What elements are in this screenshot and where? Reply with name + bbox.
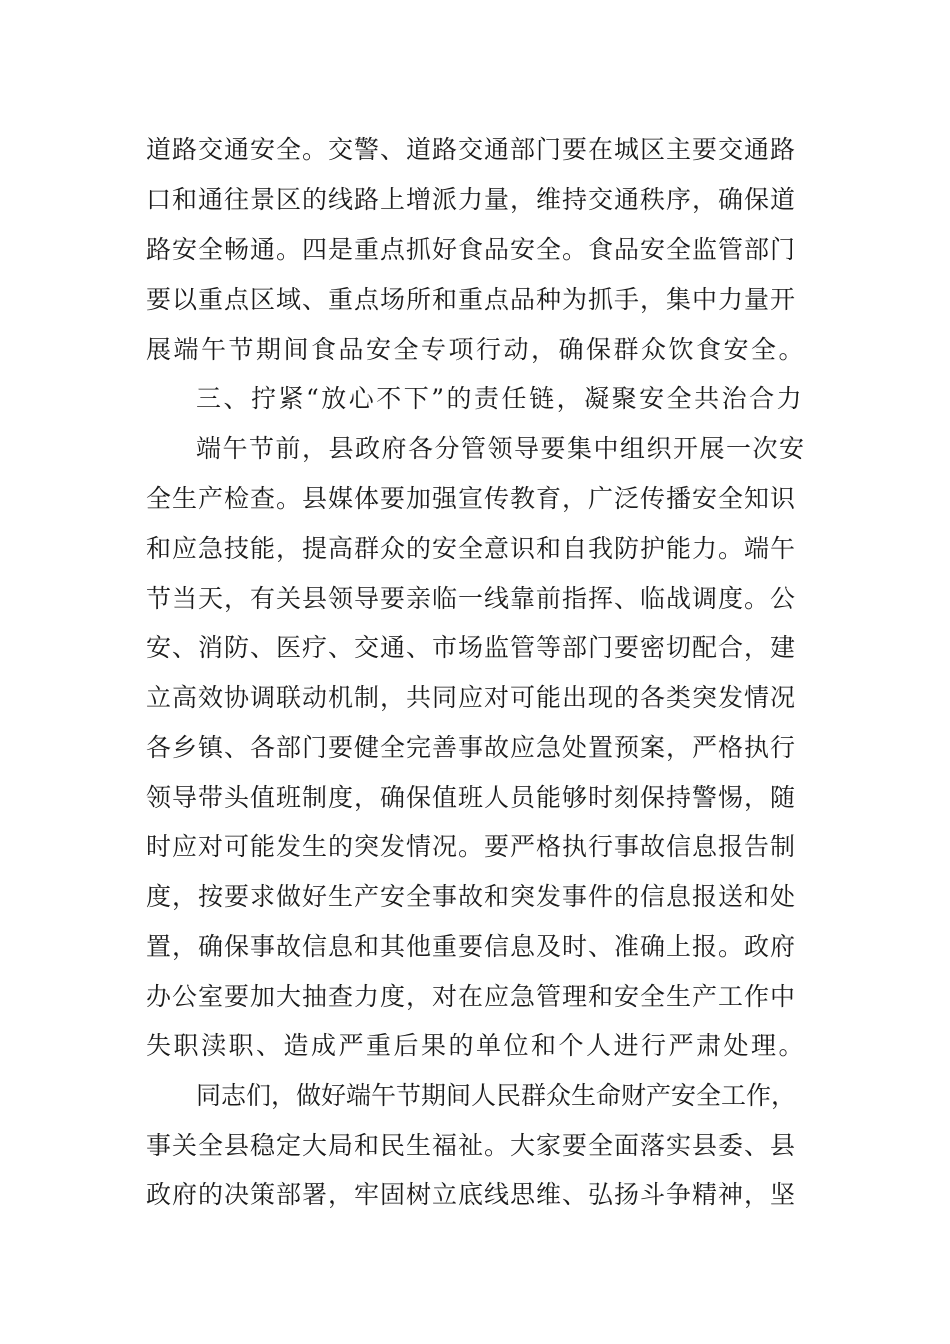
text-line: 失职渎职、造成严重后果的单位和个人进行严肃处理。 <box>146 1031 807 1060</box>
text-line: 展端午节期间食品安全专项行动，确保群众饮食安全。 <box>146 335 807 364</box>
section-heading: 三、拧紧“放心不下”的责任链，凝聚安全共治合力 <box>196 384 805 413</box>
text-line: 时应对可能发生的突发情况。要严格执行事故信息报告制 <box>146 832 797 861</box>
paragraph-first-line: 同志们，做好端午节期间人民群众生命财产安全工作， <box>196 1081 797 1110</box>
text-line: 节当天，有关县领导要亲临一线靠前指挥、临战调度。公 <box>146 584 797 613</box>
text-line: 口和通往景区的线路上增派力量，维持交通秩序，确保道 <box>146 185 797 214</box>
text-line: 各乡镇、各部门要健全完善事故应急处置预案，严格执行 <box>146 733 797 762</box>
text-line: 和应急技能，提高群众的安全意识和自我防护能力。端午 <box>146 534 797 563</box>
text-line: 道路交通安全。交警、道路交通部门要在城区主要交通路 <box>146 135 797 164</box>
text-line: 要以重点区域、重点场所和重点品种为抓手，集中力量开 <box>146 285 797 314</box>
text-line: 度，按要求做好生产安全事故和突发事件的信息报送和处 <box>146 882 797 911</box>
text-line: 置，确保事故信息和其他重要信息及时、准确上报。政府 <box>146 932 797 961</box>
text-line: 政府的决策部署，牢固树立底线思维、弘扬斗争精神，坚 <box>146 1180 797 1209</box>
text-line: 办公室要加大抽查力度，对在应急管理和安全生产工作中 <box>146 982 797 1011</box>
text-line: 领导带头值班制度，确保值班人员能够时刻保持警惕，随 <box>146 783 797 812</box>
text-line: 全生产检查。县媒体要加强宣传教育，广泛传播安全知识 <box>146 484 797 513</box>
text-line: 安、消防、医疗、交通、市场监管等部门要密切配合，建 <box>146 633 797 662</box>
paragraph-first-line: 端午节前，县政府各分管领导要集中组织开展一次安 <box>196 434 806 463</box>
text-line: 事关全县稳定大局和民生福祉。大家要全面落实县委、县 <box>146 1131 797 1160</box>
text-line: 路安全畅通。四是重点抓好食品安全。食品安全监管部门 <box>146 235 797 264</box>
text-line: 立高效协调联动机制，共同应对可能出现的各类突发情况 <box>146 683 797 712</box>
